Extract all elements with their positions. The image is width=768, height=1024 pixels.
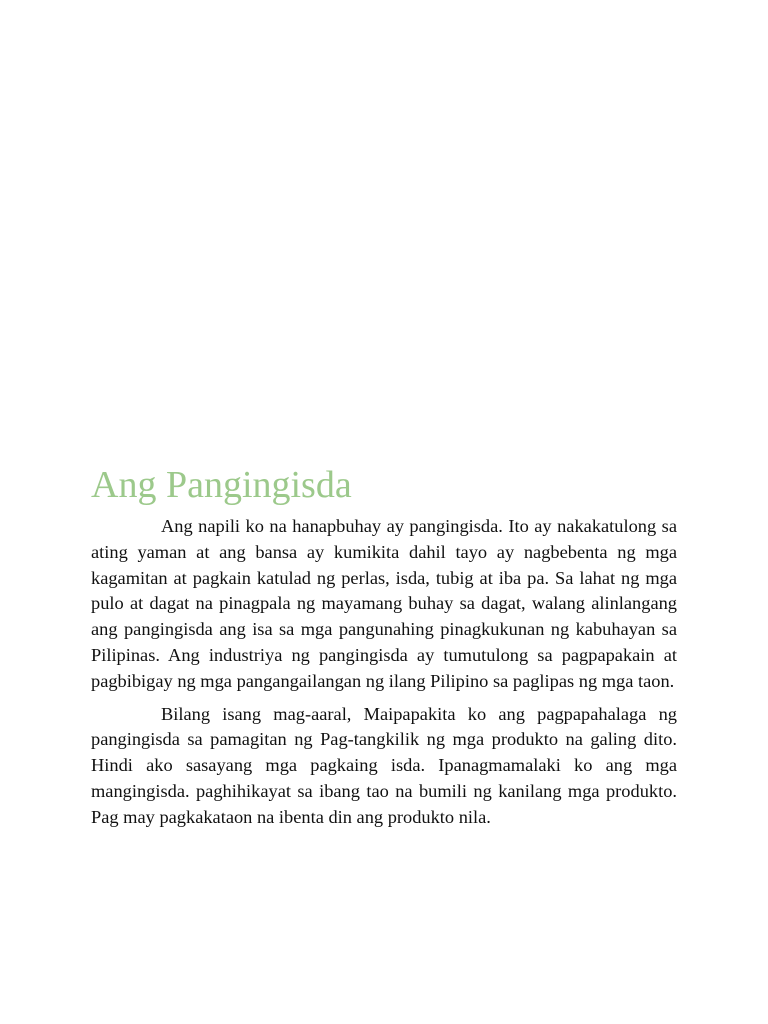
document-body <box>91 462 677 838</box>
paragraph-1: Ang napili ko na hanapbuhay ay pangingisda. Ito ay nakakatulong sa ating yaman at ang bansa ay kumikita dahil tayo ay nagbebenta ng mga kagamitan at pagkain katulad ng perlas, isda, tubig at iba pa. Sa lahat ng mga pulo at dagat na pinagpala ng mayamang buhay sa dagat, walang alinlangang ang pangingisda ang isa sa mga pangunahing pinagkukunan ng kabuhayan sa Pilipinas. Ang industriya ng pangingisda ay tumutulong sa pagpapakain at pagbibigay ng mga pangangailangan ng ilang Pilipino sa paglipas ng mga taon. <box>91 516 677 691</box>
paragraph-2: Bilang isang mag-aaral, Maipapakita ko ang pagpapahalaga ng pangingisda sa pamagitan ng Pag-tangkilik ng mga produkto na galing dito. Hindi ako sasayang mga pagkaing isda. Ipanagmamalaki ko ang mga mangingisda. paghihikayat sa ibang tao na bumili ng kanilang mga produkto. Pag may pagkakataon na ibenta din ang produkto nila. <box>91 703 677 827</box>
document-title: Ang Pangingisda <box>91 464 352 506</box>
